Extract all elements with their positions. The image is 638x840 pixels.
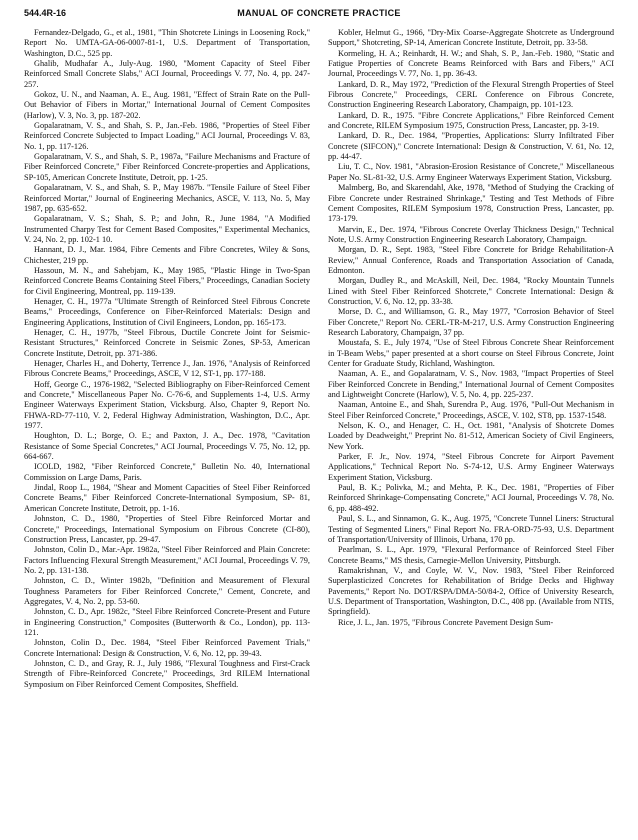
reference-entry: Rice, J. L., Jan. 1975, "Fibrous Concrete Pavement Design Sum- bbox=[338, 617, 554, 627]
reference-entry: Gopalaratnam, V. S.; Shah, S. P.; and John, R., June 1984, "A Modified Instrumented Charpy Test for Cement Based Composites," Experimental Mechanics, V. 24, No. 2, pp. 102-1 10. bbox=[24, 214, 310, 244]
reference-entry: Naaman, Antoine E., and Shah, Surendra P., Aug. 1976, "Pull-Out Mechanism in Steel Fiber Reinforced Concrete," Proceedings, ASCE, V. 102, ST8, pp. 1537-1548. bbox=[328, 400, 614, 420]
running-title: MANUAL OF CONCRETE PRACTICE bbox=[237, 8, 401, 18]
reference-entry: Gopalaratnam, V. S., and Shah, S. P., May 1987b. "Tensile Failure of Steel Fiber Reinforced Mortar," Journal of Engineering Mechanics, ASCE, V. 113, No. 5, May 1987, pp. 635-652. bbox=[24, 183, 310, 213]
reference-entry: Gokoz, U. N., and Naaman, A. E., Aug. 1981, "Effect of Strain Rate on the Pull-Out Behavior of Fibers in Mortar," International Journal of Cement Composites (Harlow), V. 3, No. 3, pp. 187-202. bbox=[24, 90, 310, 120]
page-header bbox=[24, 8, 614, 24]
reference-entry: Naaman, A. E., and Gopalaratnam, V. S., Nov. 1983, "Impact Properties of Steel Fiber Reinforced Concrete in Bending," International Journal of Cement Composites and Lightweight Concrete (Harlow), V. 5, No. 4, pp. 225-237. bbox=[328, 369, 614, 400]
reference-entry: Hoff, George C., 1976-1982, "Selected Bibliography on Fiber-Reinforced Cement and Concrete," Miscellaneous Paper No. C-76-6, and Supplements 1-4, U.S. Army Engineer Waterways Experiment Station, Vicksburg. Also, Chapter 9, Report No. FHWA-RD-77-110, V. 2, Federal Highway Administration, Washington, D.C., Apr. 1977. bbox=[24, 379, 310, 431]
reference-entry: Gopalaratnam, V. S., and Shah, S. P., 1987a, "Failure Mechanisms and Fracture of Fiber Reinforced Concrete," Fiber Reinforced Concrete-properties and Applications, SP-105, American Concrete Institute, Detroit, pp. 1-25. bbox=[24, 152, 310, 182]
left-column bbox=[24, 28, 310, 834]
reference-entry: ICOLD, 1982, "Fiber Reinforced Concrete," Bulletin No. 40, International Commission on Large Dams, Paris. bbox=[24, 462, 310, 482]
reference-entry: Lankard, D. R., May 1972, "Prediction of the Flexural Strength Properties of Steel Fibrous Concrete," Proceedings, CERL Conference on Fibrous Concrete, Construction Engineering Research Laboratory, Champaign, pp. 101-123. bbox=[328, 79, 614, 110]
reference-entry: Moustafa, S. E., July 1974, "Use of Steel Fibrous Concrete Shear Reinforcement in T-Beam Webs," paper presented at a short course on Steel Fibrous Concrete, Joint Center for Graduate Study, Richland, Washington. bbox=[328, 338, 614, 368]
reference-entry: Ghalib, Mudhafar A., July-Aug. 1980, "Moment Capacity of Steel Fiber Reinforced Small Concrete Slabs," ACI Journal, Proceedings V. 77, No. 4, pp. 247-257. bbox=[24, 59, 310, 89]
reference-entry: Malmberg, Bo, and Skarendahl, Ake, 1978, "Method of Studying the Cracking of Fibre Concrete under Restrained Shrinkage," Testing and Test Methods of Fibre Cement Composites, RILEM Symposium 1978, Construction Press, Lancaster, pp. 173-179. bbox=[328, 183, 614, 224]
reference-entry: Nelson, K. O., and Henager, C. H., Oct. 1981, "Analysis of Shotcrete Domes Loaded by Deadweight," Preprint No. 81-512, American Society of Civil Engineers, New York. bbox=[328, 421, 614, 451]
reference-entry: Henager, Charles H., and Doherty, Terrence J., Jan. 1976, "Analysis of Reinforced Fibrous Concrete Beams," Proceedings, ASCE, V 12, ST-1, pp. 177-188. bbox=[24, 359, 310, 379]
reference-entry: Johnston, C. D., 1980, "Properties of Steel Fibre Reinforced Mortar and Concrete," Proceedings, International Symposium on Fibrous Concrete (CI-80), Construction Press, Lancaster, pp. 29-47. bbox=[24, 514, 310, 544]
reference-entry: Paul, B. K.; Polivka, M.; and Mehta, P. K., Dec. 1981, "Properties of Fiber Reinforced Shrinkage-Compensating Concrete," ACI Journal, Proceedings V. 78, No. 6, pp. 488-492. bbox=[328, 483, 614, 513]
page-code: 544.4R-16 bbox=[24, 8, 67, 18]
right-column bbox=[328, 28, 614, 834]
reference-entry: Kormeling, H. A.; Reinhardt, H. W.; and Shah, S. P., Jan.-Feb. 1980, "Static and Fatigue Properties of Concrete Beams Reinforced with Bars and Fibers," ACI Journal, Proceedings V. 77, No. 1, pp. 36-43. bbox=[328, 48, 614, 79]
reference-entry: Houghton, D. L.; Borge, O. E.; and Paxton, J. A., Dec. 1978, "Cavitation Resistance of Some Special Concretes," ACI Journal, Proceedings V. 75, No. 12, pp. 664-667. bbox=[24, 431, 310, 462]
reference-entry: Lankard, D. R., Dec. 1984, "Properties, Applications: Slurry Infiltrated Fiber Concrete (SIFCON)," Concrete International: Design & Construction, V. 61, No. 12, pp. 44-47. bbox=[328, 131, 614, 162]
reference-entry: Johnston, C. D., and Gray, R. J., July 1986, "Flexural Toughness and First-Crack Strength of Fibre-Reinforced Concrete," Proceedings, 3rd RILEM International Symposium on Fiber Reinforced Cement Composites, Sheffield. bbox=[24, 658, 310, 689]
reference-entry: Hassoun, M. N., and Sahebjam, K., May 1985, "Plastic Hinge in Two-Span Reinforced Concrete Beams Containing Steel Fibers," Proceedings, Canadian Society for Civil Engineering, Montreal, pp. 119-139. bbox=[24, 265, 310, 296]
reference-entry: Morgan, D. R., Sept. 1983, "Steel Fibre Concrete for Bridge Rehabilitation-A Review," Annual Conference, Roads and Transportation Association of Canada, Edmonton. bbox=[328, 245, 614, 275]
reference-entry: Henager, C. H., 1977a "Ultimate Strength of Reinforced Steel Fibrous Concrete Beams," Proceedings, Conference on Fiber-Reinforced Materials: Design and Engineering Applications, Institution of Civil Engineers, London, pp. 165-173. bbox=[24, 296, 310, 327]
reference-entry: Henager, C. H., 1977b, "Steel Fibrous, Ductile Concrete Joint for Seismic-Resistant Structures," Reinforced Concrete in Seismic Zones, SP-53, American Concrete Institute, Detroit, pp. 371-386. bbox=[24, 327, 310, 358]
reference-entry: Morgan, Dudley R., and McAskill, Neil, Dec. 1984, "Rocky Mountain Tunnels Lined with Steel Fiber Reinforced Shotcrete," Concrete International: Design & Construction, V. 6, No. 12, pp. 33-38. bbox=[328, 276, 614, 306]
reference-entry: Hannant, D. J., Mar. 1984, Fibre Cements and Fibre Concretes, Wiley & Sons, Chichester, 219 pp. bbox=[24, 245, 310, 265]
reference-entry: Johnston, C. D., Winter 1982b, "Definition and Measurement of Flexural Toughness Parameters for Fiber Reinforced Concrete," Cement, Concrete, and Aggregates, V. 4, No. 2, pp. 53-60. bbox=[24, 576, 310, 606]
reference-entry: Morse, D. C., and Williamson, G. R., May 1977, "Corrosion Behavior of Steel Fiber Concrete," Report No. CERL-TR-M-217, U.S. Army Construction Engineering Research Laboratory, Champaign, 37 pp. bbox=[328, 307, 614, 337]
reference-entry: Marvin, E., Dec. 1974, "Fibrous Concrete Overlay Thickness Design," Technical Note, U.S. Army Construction Engineering Research Laboratory, Champaign. bbox=[328, 224, 614, 244]
reference-entry: Gopalaratnam, V. S., and Shah, S. P., Jan.-Feb. 1986, "Properties of Steel Fiber Reinforced Concrete Subjected to Impact Loading," ACI Journal, Proceedings V. 83, No. 1, pp. 117-126. bbox=[24, 121, 310, 151]
reference-entry: Jindal, Roop L., 1984, "Shear and Moment Capacities of Steel Fiber Reinforced Concrete Beams," Fiber Reinforced Concrete-International Symposium, SP- 81, American Concrete Institute, Detroit, pp. 1-16. bbox=[24, 483, 310, 513]
reference-entry: Parker, F. Jr., Nov. 1974, "Steel Fibrous Concrete for Airport Pavement Applications," Technical Report No. S-74-12, U.S. Army Engineer Waterways Experiment Station, Vicksburg. bbox=[328, 452, 614, 482]
reference-entry: Johnston, C. D., Apr. 1982c, "Steel Fibre Reinforced Concrete-Present and Future in Engineering Construction," Composites (Butterworth & Co., London), pp. 113-121. bbox=[24, 607, 310, 637]
reference-entry: Ramakrishnan, V., and Coyle, W. V., Nov. 1983, "Steel Fiber Reinforced Superplasticized Concretes for Rehabilitation of Bridge Decks and Highway Pavements," Report No. DOT/RSPA/DMA-50/84-2, Office of University Research, U.S. Department of Transportation, Washington, D.C., 408 pp. (Available from NTIS, Springfield). bbox=[328, 565, 614, 617]
references-columns bbox=[24, 28, 614, 834]
reference-entry: Kobler, Helmut G., 1966, "Dry-Mix Coarse-Aggregate Shotcrete as Underground Support," Shotcreting, SP-14, American Concrete Institute, Detroit, pp. 33-58. bbox=[328, 28, 614, 48]
reference-entry: Johnston, Colin D., Mar.-Apr. 1982a, "Steel Fiber Reinforced and Plain Concrete: Factors Influencing Flexural Strength Measurement," ACI Journal, Proceedings V. 79, No. 2, pp. 131-138. bbox=[24, 545, 310, 575]
reference-entry: Fernandez-Delgado, G., et al., 1981, "Thin Shotcrete Linings in Loosening Rock," Report No. UMTA-GA-06-0007-81-1, U.S. Department of Transportation, Washington, D.C., 525 pp. bbox=[24, 28, 310, 58]
reference-entry: Liu, T. C., Nov. 1981, "Abrasion-Erosion Resistance of Concrete," Miscellaneous Paper No. SL-81-32, U.S. Army Engineer Waterways Experiment Station, Vicksburg. bbox=[328, 162, 614, 182]
reference-entry: Johnston, Colin D., Dec. 1984, "Steel Fiber Reinforced Pavement Trials," Concrete International: Design & Construction, V. 6, No. 12, pp. 39-43. bbox=[24, 638, 310, 658]
reference-entry: Lankard, D. R., 1975. "Fibre Concrete Applications," Fibre Reinforced Cement and Concrete, RILEM Symposium 1975, Construction Press, Lancaster, pp. 3-19. bbox=[328, 110, 614, 131]
reference-entry: Pearlman, S. L., Apr. 1979, "Flexural Performance of Reinforced Steel Fiber Concrete Beams," MS thesis, Carnegie-Mellon University, Pittsburgh. bbox=[328, 545, 614, 565]
reference-entry: Paul, S. L., and Sinnamon, G. K., Aug. 1975, "Concrete Tunnel Liners: Structural Testing of Segmented Liners," Final Report No. FRA-ORD-75-93, U.S. Department of Transportation/University of Illinois, Urbana, 170 pp. bbox=[328, 514, 614, 544]
